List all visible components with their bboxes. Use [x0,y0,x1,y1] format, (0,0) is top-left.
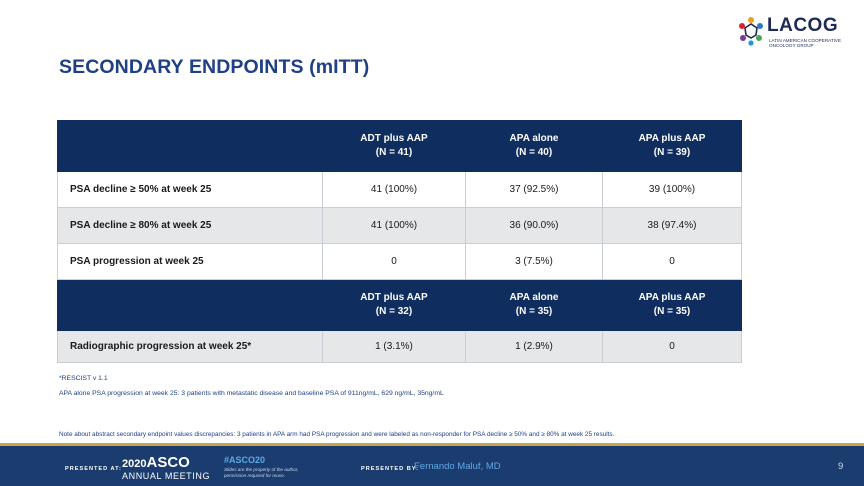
asco-meeting: ANNUAL MEETING [122,471,211,481]
header-arm-name: APA alone [509,133,559,144]
header-arm-n: (N = 35) [515,306,553,317]
header-arm-n: (N = 35) [653,306,691,317]
table-cell: 37 (92.5%) [466,172,603,208]
logo-wordmark: LACOG [767,15,839,36]
row-label: PSA decline ≥ 80% at week 25 [58,208,323,244]
header-arm-n: (N = 32) [375,306,413,317]
lacog-people-icon [738,16,764,46]
header-empty-cell [58,121,323,172]
asco-year: 2020 [122,458,147,470]
header-arm-name: APA plus AAP [638,292,706,303]
row-label: PSA progression at week 25 [58,244,323,280]
header-cell [603,121,742,172]
table-row [58,172,742,208]
header-arm-n: (N = 40) [515,147,553,158]
header-arm-name: APA plus AAP [638,133,706,144]
table-cell: 0 [603,331,742,363]
slides-note-line: permission required for reuse. [224,473,286,478]
table-cell: 41 (100%) [323,208,466,244]
header-arm-name: ADT plus AAP [360,292,428,303]
slide-title: SECONDARY ENDPOINTS (mITT) [59,56,370,78]
table-cell: 0 [323,244,466,280]
header-arm-n: (N = 41) [375,147,413,158]
header-arm-name: ADT plus AAP [360,133,428,144]
table-header-row [58,280,742,331]
table-cell: 1 (2.9%) [466,331,603,363]
row-label: Radiographic progression at week 25* [58,331,323,363]
header-cell [323,280,466,331]
header-cell [603,280,742,331]
asco-logo [122,455,210,481]
header-arm-n: (N = 39) [653,147,691,158]
conference-footer [0,443,864,486]
table-cell: 38 (97.4%) [603,208,742,244]
table-cell: 0 [603,244,742,280]
header-empty-cell [58,280,323,331]
header-cell [466,121,603,172]
table-cell: 36 (90.0%) [466,208,603,244]
footnote-recist: *RESCIST v 1.1 [59,375,108,382]
presenter-name: Fernando Maluf, MD [414,461,501,472]
asco-wordmark [122,455,210,472]
presented-at-label: PRESENTED AT: [65,466,122,472]
presented-by-label: PRESENTED BY: [361,466,419,472]
header-cell [323,121,466,172]
asco-name: ASCO [146,454,190,471]
table-row [58,244,742,280]
logo-subtitle: LATIN AMERICAN COOPERATIVE ONCOLOGY GROUP [769,38,842,49]
endpoints-table [57,120,742,363]
table-row [58,208,742,244]
discrepancy-note: Note about abstract secondary endpoint values discrepancies: 3 patients in APA arm had PSA progression and were labeled as non-responder for PSA decline ≥ 50% and ≥ 80% at week 25 results. [59,431,615,438]
page-number: 9 [838,461,844,472]
table-cell: 39 (100%) [603,172,742,208]
table-cell: 1 (3.1%) [323,331,466,363]
table-row [58,331,742,363]
row-label: PSA decline ≥ 50% at week 25 [58,172,323,208]
slides-property-note [224,467,298,479]
table-header-row [58,121,742,172]
table-cell: 41 (100%) [323,172,466,208]
hashtag: #ASCO20 [224,455,266,465]
header-cell [466,280,603,331]
lacog-logo [738,15,850,53]
header-arm-name: APA alone [509,292,559,303]
table-cell: 3 (7.5%) [466,244,603,280]
slides-note-line: Slides are the property of the author, [224,467,299,472]
footnote-apa-progression: APA alone PSA progression at week 25: 3 patients with metastatic disease and baseline PSA of 911ng/mL, 629 ng/mL, 35ng/mL [59,390,444,397]
